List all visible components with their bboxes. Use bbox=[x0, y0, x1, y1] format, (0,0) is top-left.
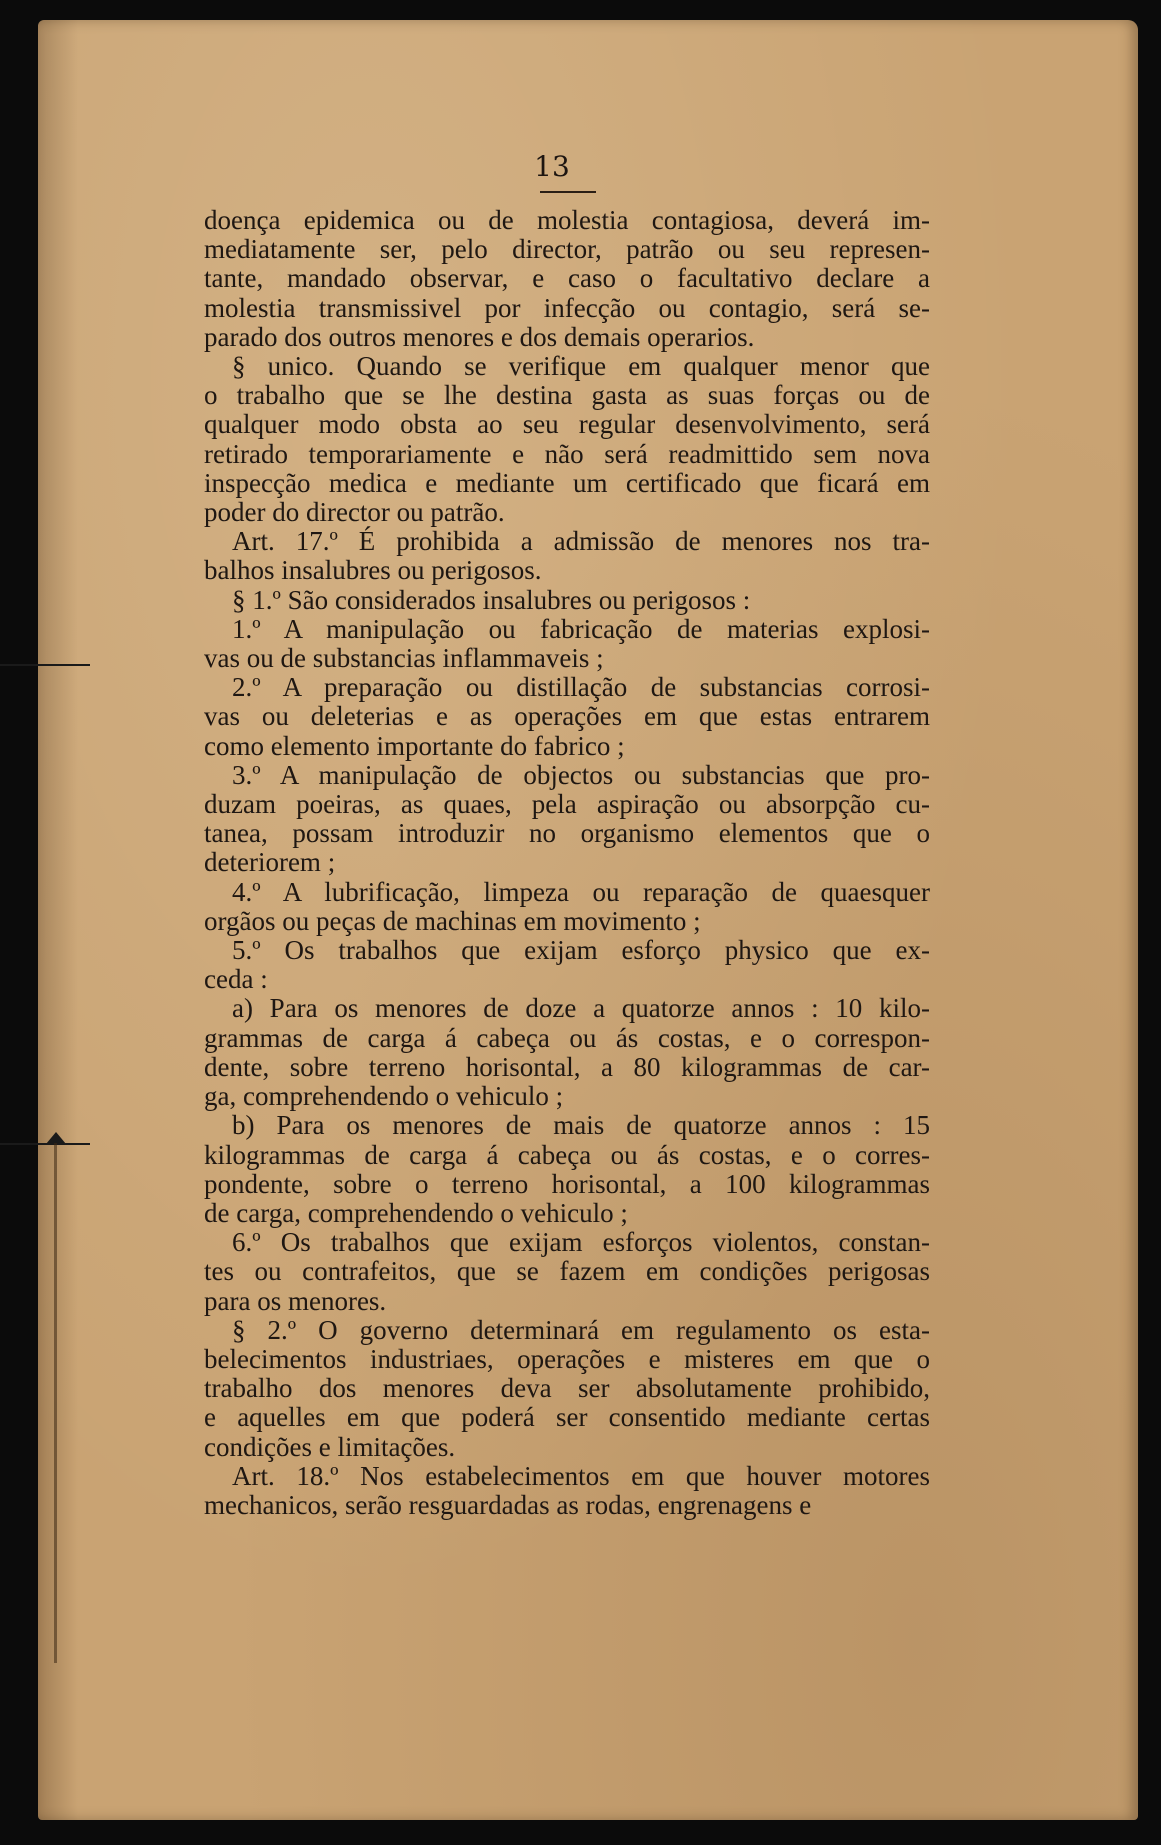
paragraph bbox=[204, 878, 930, 936]
text-line: como elemento importante do fabrico ; bbox=[204, 730, 625, 761]
text-line: ga, comprehendendo o vehiculo ; bbox=[204, 1081, 564, 1112]
paragraph bbox=[204, 615, 930, 673]
text-line: b) Para os menores de mais de quatorze annos : 15 bbox=[232, 1110, 930, 1141]
text-line: ceda : bbox=[204, 964, 268, 995]
text-line: duzam poeiras, as quaes, pela aspiração ou absorpção cu- bbox=[204, 789, 930, 820]
text-line: inspecção medica e mediante um certificado que ficará em bbox=[204, 467, 930, 498]
paragraph bbox=[204, 673, 930, 761]
text-line: para os menores. bbox=[204, 1285, 387, 1316]
paragraph bbox=[204, 1228, 930, 1316]
text-line: 1.º A manipulação ou fabricação de materias explosi- bbox=[232, 613, 930, 644]
text-line: condições e limitações. bbox=[204, 1431, 456, 1462]
text-line: parado dos outros menores e dos demais operarios. bbox=[204, 321, 755, 352]
text-line: mechanicos, serão resguardadas as rodas, engrenagens e bbox=[204, 1489, 812, 1520]
text-line: orgãos ou peças de machinas em movimento ; bbox=[204, 905, 701, 936]
text-line: tanea, possam introduzir no organismo elementos que o bbox=[204, 818, 930, 849]
text-line: deteriorem ; bbox=[204, 847, 336, 878]
text-line: vas ou deleterias e as operações em que estas entrarem bbox=[204, 701, 930, 732]
page-number: 13 bbox=[534, 150, 570, 183]
text-line: 5.º Os trabalhos que exijam esforço physico que ex- bbox=[232, 935, 930, 966]
paragraph bbox=[204, 527, 930, 585]
text-line: balhos insalubres ou perigosos. bbox=[204, 555, 542, 586]
text-line: Art. 17.º É prohibida a admissão de menores nos tra- bbox=[232, 526, 930, 557]
text-line: 6.º Os trabalhos que exijam esforços violentos, constan- bbox=[232, 1227, 930, 1258]
text-line: 2.º A preparação ou distillação de substancias corrosi- bbox=[232, 672, 930, 703]
text-line: Art. 18.º Nos estabelecimentos em que houver motores bbox=[232, 1460, 930, 1491]
paragraph bbox=[204, 761, 930, 878]
text-line: 3.º A manipulação de objectos ou substancias que pro- bbox=[232, 759, 930, 790]
text-line: qualquer modo obsta ao seu regular desenvolvimento, será bbox=[204, 409, 930, 440]
text-line: o trabalho que se lhe destina gasta as suas forças ou de bbox=[204, 380, 930, 411]
text-line: poder do director ou patrão. bbox=[204, 497, 505, 528]
text-line: grammas de carga á cabeça ou ás costas, e o correspon- bbox=[204, 1022, 930, 1053]
paragraph bbox=[204, 352, 930, 527]
text-line: belecimentos industriaes, operações e misteres em que o bbox=[204, 1343, 930, 1374]
text-line: molestia transmissivel por infecção ou contagio, será se- bbox=[204, 292, 930, 323]
text-line: vas ou de substancias inflammaveis ; bbox=[204, 643, 604, 674]
text-line: 4.º A lubrificação, limpeza ou reparação de quaesquer bbox=[232, 876, 930, 907]
text-line: § unico. Quando se verifique em qualquer menor que bbox=[232, 351, 930, 382]
text-line: tes ou contrafeitos, que se fazem em condições perigosas bbox=[204, 1256, 930, 1287]
page-number-rule bbox=[540, 191, 596, 193]
text-line: pondente, sobre o terreno horisontal, a 100 kilogrammas bbox=[204, 1168, 930, 1199]
text-line: de carga, comprehendendo o vehiculo ; bbox=[204, 1197, 628, 1228]
text-line: e aquelles em que poderá ser consentido mediante certas bbox=[204, 1402, 930, 1433]
spine-mark bbox=[0, 1143, 90, 1145]
paragraph bbox=[204, 206, 930, 352]
paragraph bbox=[204, 586, 930, 615]
text-line: § 2.º O governo determinará em regulamento os esta- bbox=[232, 1314, 930, 1345]
paragraph bbox=[204, 994, 930, 1111]
text-line: kilogrammas de carga á cabeça ou ás costas, e o corres- bbox=[204, 1139, 930, 1170]
paragraph bbox=[204, 1316, 930, 1462]
text-line: a) Para os menores de doze a quatorze annos : 10 kilo- bbox=[232, 993, 930, 1024]
text-line: retirado temporariamente e não será readmittido sem nova bbox=[204, 438, 930, 469]
text-line: trabalho dos menores deva ser absolutamente prohibido, bbox=[204, 1373, 930, 1404]
body-text bbox=[204, 206, 930, 1520]
spine-line bbox=[54, 1143, 57, 1663]
text-line: tante, mandado observar, e caso o facultativo declare a bbox=[204, 263, 930, 294]
text-line: § 1.º São considerados insalubres ou perigosos : bbox=[232, 584, 751, 615]
paragraph bbox=[204, 1462, 930, 1520]
text-line: dente, sobre terreno horisontal, a 80 kilogrammas de car- bbox=[204, 1051, 930, 1082]
paragraph bbox=[204, 936, 930, 994]
paragraph bbox=[204, 1111, 930, 1228]
text-line: mediatamente ser, pelo director, patrão ou seu represen- bbox=[204, 234, 930, 265]
text-line: doença epidemica ou de molestia contagiosa, deverá im- bbox=[204, 205, 930, 235]
spine-mark bbox=[0, 664, 90, 666]
